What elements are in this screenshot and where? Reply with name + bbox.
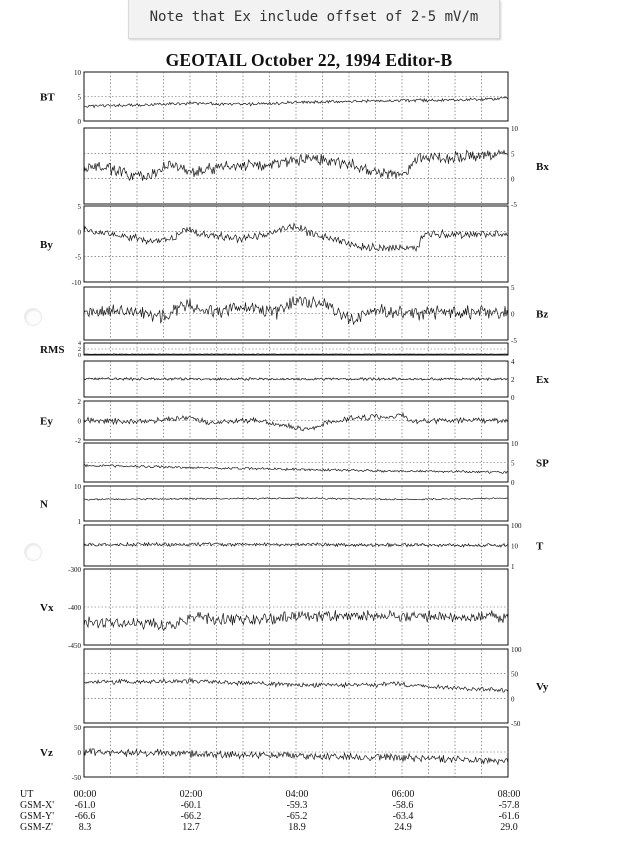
footer-gsm-z-0: 8.3 [78, 822, 92, 833]
tick-label: 1 [77, 518, 81, 526]
footer-gsm-x-3: -58.6 [392, 800, 414, 811]
offset-note: Note that Ex include offset of 2-5 mV/m [128, 0, 500, 39]
footer-ut-1: 02:00 [179, 789, 203, 800]
tick-label: 5 [511, 459, 515, 468]
tick-label: 0 [511, 479, 515, 487]
footer-gsm-y-1: -66.2 [180, 811, 202, 822]
tick-label: 1 [511, 563, 515, 571]
panel-label-ex: Ex [536, 374, 549, 386]
footer-gsm-y-4: -61.6 [498, 811, 520, 822]
tick-label: 0 [77, 749, 81, 757]
footer-ut-2: 04:00 [285, 789, 309, 800]
panel-label-ey: Ey [40, 415, 53, 428]
panel-label-rms: RMS [40, 344, 65, 356]
panel-label-bt: BT [40, 91, 55, 104]
panel-label-by: By [40, 239, 53, 251]
footer-gsm-x-2: -59.3 [286, 800, 308, 811]
tick-label: 5 [77, 93, 81, 102]
tick-label: 0 [511, 394, 515, 402]
tick-label: 5 [511, 150, 515, 159]
tick-label: -300 [68, 566, 81, 574]
tick-label: 0 [511, 310, 515, 319]
tick-label: 0 [77, 118, 81, 126]
panel-label-vx: Vx [40, 602, 54, 614]
tick-label: 2 [77, 398, 81, 406]
footer-gsm-z-2: 18.9 [288, 822, 306, 833]
footer-label-gsm-x: GSM-X' [20, 800, 55, 811]
footer-gsm-x-4: -57.8 [498, 800, 520, 811]
tick-label: -5 [75, 253, 81, 262]
footer-label-gsm-z: GSM-Z' [20, 822, 53, 833]
panel-label-vy: Vy [536, 681, 549, 693]
tick-label: 0 [511, 695, 515, 704]
tick-label: 10 [511, 125, 518, 133]
tick-label: 2 [78, 347, 81, 353]
tick-label: -5 [511, 337, 517, 345]
footer-gsm-y-3: -63.4 [392, 811, 414, 822]
tick-label: 5 [77, 203, 81, 211]
tick-label: 100 [511, 646, 522, 654]
tick-label: -10 [71, 279, 81, 287]
tick-label: 0 [78, 353, 81, 359]
footer-gsm-y-2: -65.2 [286, 811, 308, 822]
tick-label: 50 [74, 724, 81, 732]
footer-gsm-z-4: 29.0 [500, 822, 518, 833]
tick-label: -450 [68, 642, 81, 650]
tick-label: 10 [74, 483, 81, 491]
tick-label: 2 [511, 376, 515, 384]
panel-label-sp: SP [536, 457, 549, 470]
tick-label: 10 [511, 440, 518, 448]
tick-label: -50 [511, 720, 521, 728]
tick-label: -400 [68, 604, 81, 612]
footer-ut-4: 08:00 [497, 789, 521, 800]
tick-label: 4 [78, 341, 81, 347]
footer-ut-0: 00:00 [73, 789, 97, 800]
tick-label: -5 [511, 201, 517, 209]
panel-label-bx: Bx [536, 161, 549, 173]
tick-label: 50 [511, 670, 518, 679]
tick-label: 0 [77, 417, 81, 426]
footer-gsm-z-3: 24.9 [394, 822, 412, 833]
footer-label-gsm-y: GSM-Y' [20, 811, 55, 822]
panel-label-n: N [40, 498, 48, 511]
footer-label-ut: UT [20, 789, 34, 800]
chart-title: GEOTAIL October 22, 1994 Editor-B [165, 50, 453, 70]
tick-label: 100 [511, 522, 522, 530]
tick-label: -50 [71, 774, 81, 782]
tick-label: 10 [74, 69, 81, 77]
tick-label: 0 [511, 175, 515, 184]
tick-label: 5 [511, 284, 515, 292]
tick-label: 0 [77, 228, 81, 237]
tick-label: 10 [511, 542, 518, 551]
panel-label-t: T [536, 540, 544, 553]
footer-gsm-y-0: -66.6 [74, 811, 96, 822]
panel-label-vz: Vz [40, 747, 53, 759]
tick-label: -2 [75, 437, 81, 445]
tick-label: 4 [511, 358, 515, 366]
footer-gsm-z-1: 12.7 [182, 822, 200, 833]
footer-gsm-x-1: -60.1 [180, 800, 202, 811]
footer-ut-3: 06:00 [391, 789, 415, 800]
panel-label-bz: Bz [536, 308, 549, 321]
footer-gsm-x-0: -61.0 [74, 800, 96, 811]
